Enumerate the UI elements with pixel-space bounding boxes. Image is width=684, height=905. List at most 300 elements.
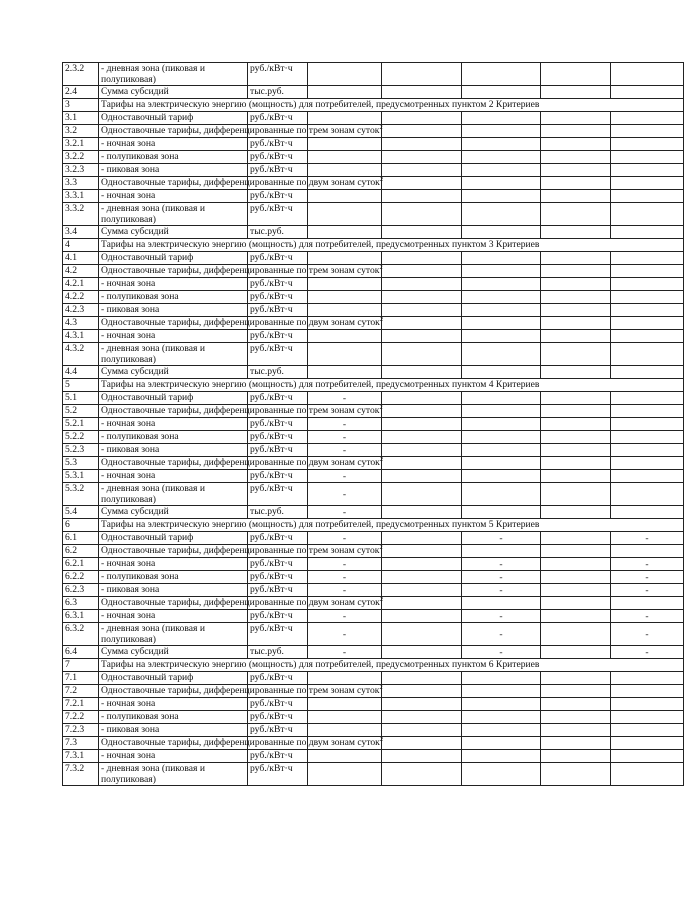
table-row — [63, 584, 684, 597]
value-cell: - — [611, 623, 684, 646]
row-unit: руб./кВт·ч — [248, 724, 308, 737]
value-cell — [462, 483, 541, 506]
row-unit: руб./кВт·ч — [248, 252, 308, 265]
row-number: 2.3.2 — [63, 63, 99, 86]
row-unit: руб./кВт·ч — [248, 470, 308, 483]
row-name: - пиковая зона — [99, 584, 248, 597]
row-unit: руб./кВт·ч — [248, 203, 308, 226]
value-cell — [611, 112, 684, 125]
empty-cell — [462, 737, 541, 750]
value-cell: - — [308, 610, 382, 623]
value-cell — [541, 418, 611, 431]
section-title: Тарифы на электрическую энергию (мощность) для потребителей, предусмотренных пунктом 2 Критериев — [101, 99, 540, 110]
row-name: Одноставочный тариф — [99, 672, 248, 685]
row-number: 3.2.2 — [63, 151, 99, 164]
row-name: - пиковая зона — [99, 304, 248, 317]
value-cell: - — [308, 418, 382, 431]
value-cell — [541, 151, 611, 164]
table-row — [63, 63, 684, 86]
value-cell — [541, 724, 611, 737]
table-row — [63, 418, 684, 431]
value-cell — [462, 750, 541, 763]
value-cell — [611, 203, 684, 226]
row-name: - дневная зона (пиковая и полупиковая) — [99, 343, 248, 366]
row-number: 4.1 — [63, 252, 99, 265]
row-number: 4.4 — [63, 366, 99, 379]
value-cell — [611, 672, 684, 685]
section-row — [63, 659, 684, 672]
row-number: 3.3.1 — [63, 190, 99, 203]
value-cell — [541, 343, 611, 366]
value-cell — [541, 190, 611, 203]
heading-cell — [99, 519, 684, 532]
group-row — [63, 265, 684, 278]
table-row — [63, 203, 684, 226]
row-unit: руб./кВт·ч — [248, 672, 308, 685]
value-cell — [382, 164, 462, 177]
value-cell — [382, 483, 462, 506]
footnote-marker: 2 — [379, 595, 384, 603]
footnote-marker: 2 — [379, 543, 383, 551]
value-cell — [611, 164, 684, 177]
table-row — [63, 672, 684, 685]
row-number: 3 — [63, 99, 99, 112]
table-row — [63, 278, 684, 291]
row-unit: руб./кВт·ч — [248, 558, 308, 571]
value-cell — [308, 343, 382, 366]
row-name: - полупиковая зона — [99, 151, 248, 164]
section-title: Тарифы на электрическую энергию (мощность) для потребителей, предусмотренных пунктом 3 Критериев — [101, 239, 540, 250]
table-row — [63, 151, 684, 164]
table-row — [63, 190, 684, 203]
row-name: - ночная зона — [99, 278, 248, 291]
row-unit: руб./кВт·ч — [248, 571, 308, 584]
row-name: Сумма субсидий — [99, 506, 248, 519]
section-row — [63, 519, 684, 532]
value-cell: - — [611, 584, 684, 597]
tariff-table — [62, 62, 684, 786]
row-unit: руб./кВт·ч — [248, 623, 308, 646]
heading-cell — [99, 99, 684, 112]
row-unit: руб./кВт·ч — [248, 151, 308, 164]
table-row — [63, 750, 684, 763]
value-cell — [308, 252, 382, 265]
value-cell — [308, 63, 382, 86]
table-row — [63, 646, 684, 659]
value-cell: - — [462, 623, 541, 646]
heading-cell — [99, 455, 384, 470]
value-cell — [541, 763, 611, 786]
empty-cell — [541, 545, 611, 558]
row-unit: тыс.руб. — [248, 366, 308, 379]
value-cell: - — [308, 483, 382, 506]
section-title: Тарифы на электрическую энергию (мощность) для потребителей, предусмотренных пунктом 5 Критериев — [101, 519, 540, 530]
row-number: 6.3 — [63, 597, 99, 610]
row-number: 6.1 — [63, 532, 99, 545]
row-number: 5.2.1 — [63, 418, 99, 431]
row-unit: руб./кВт·ч — [248, 750, 308, 763]
value-cell — [382, 418, 462, 431]
value-cell — [462, 63, 541, 86]
value-cell — [308, 112, 382, 125]
row-unit: руб./кВт·ч — [248, 610, 308, 623]
row-number: 7.2.3 — [63, 724, 99, 737]
value-cell — [382, 711, 462, 724]
value-cell: - — [308, 584, 382, 597]
row-unit: руб./кВт·ч — [248, 138, 308, 151]
value-cell — [308, 151, 382, 164]
row-unit: руб./кВт·ч — [248, 711, 308, 724]
value-cell — [462, 366, 541, 379]
value-cell — [308, 330, 382, 343]
value-cell — [382, 366, 462, 379]
value-cell: - — [308, 392, 382, 405]
value-cell: - — [611, 571, 684, 584]
value-cell — [541, 164, 611, 177]
value-cell — [308, 203, 382, 226]
group-row — [63, 125, 684, 138]
heading-cell — [99, 379, 684, 392]
table-row — [63, 711, 684, 724]
row-name: Одноставочный тариф — [99, 532, 248, 545]
row-number: 5 — [63, 379, 99, 392]
value-cell — [541, 584, 611, 597]
row-name: - дневная зона (пиковая и полупиковая) — [99, 763, 248, 786]
heading-cell — [99, 595, 384, 610]
row-unit: тыс.руб. — [248, 506, 308, 519]
value-cell — [382, 672, 462, 685]
row-name: Одноставочный тариф — [99, 392, 248, 405]
value-cell — [462, 470, 541, 483]
value-cell — [308, 750, 382, 763]
value-cell: - — [611, 532, 684, 545]
table-body — [63, 63, 684, 786]
table-row — [63, 226, 684, 239]
row-unit: тыс.руб. — [248, 646, 308, 659]
value-cell — [382, 151, 462, 164]
row-number: 7 — [63, 659, 99, 672]
empty-cell — [611, 317, 684, 330]
row-number: 3.2.3 — [63, 164, 99, 177]
value-cell — [308, 366, 382, 379]
value-cell: - — [611, 558, 684, 571]
value-cell — [382, 571, 462, 584]
empty-cell — [379, 735, 462, 750]
value-cell — [462, 291, 541, 304]
row-number: 5.2.2 — [63, 431, 99, 444]
table-row — [63, 366, 684, 379]
value-cell — [382, 278, 462, 291]
row-name: - полупиковая зона — [99, 431, 248, 444]
row-number: 4.3.1 — [63, 330, 99, 343]
row-number: 6.2.2 — [63, 571, 99, 584]
value-cell — [308, 138, 382, 151]
value-cell — [541, 278, 611, 291]
value-cell — [541, 711, 611, 724]
value-cell: - — [462, 558, 541, 571]
table-row — [63, 623, 684, 646]
table-row — [63, 698, 684, 711]
empty-cell — [541, 457, 611, 470]
row-name: - полупиковая зона — [99, 571, 248, 584]
value-cell — [382, 763, 462, 786]
section-title: Тарифы на электрическую энергию (мощность) для потребителей, предусмотренных пунктом 6 Критериев — [101, 659, 540, 670]
value-cell — [308, 226, 382, 239]
value-cell — [541, 330, 611, 343]
row-unit: тыс.руб. — [248, 86, 308, 99]
row-name: Одноставочный тариф — [99, 252, 248, 265]
value-cell — [462, 343, 541, 366]
group-title: Одноставочные тарифы, дифференцированные по двум зонам суток — [101, 317, 380, 328]
row-number: 5.1 — [63, 392, 99, 405]
empty-cell — [462, 317, 541, 330]
empty-cell — [382, 545, 462, 558]
value-cell — [308, 304, 382, 317]
value-cell — [541, 138, 611, 151]
row-name: - пиковая зона — [99, 164, 248, 177]
row-name: - пиковая зона — [99, 724, 248, 737]
row-unit: руб./кВт·ч — [248, 763, 308, 786]
value-cell — [382, 304, 462, 317]
row-number: 2.4 — [63, 86, 99, 99]
row-number: 5.3 — [63, 457, 99, 470]
value-cell — [611, 190, 684, 203]
heading-cell — [99, 263, 383, 278]
row-number: 3.2 — [63, 125, 99, 138]
value-cell — [611, 698, 684, 711]
row-unit: тыс.руб. — [248, 226, 308, 239]
value-cell — [611, 724, 684, 737]
value-cell — [382, 558, 462, 571]
value-cell — [382, 112, 462, 125]
value-cell — [611, 304, 684, 317]
row-name: - ночная зона — [99, 470, 248, 483]
row-number: 6.4 — [63, 646, 99, 659]
row-number: 3.4 — [63, 226, 99, 239]
value-cell — [462, 418, 541, 431]
row-number: 7.2 — [63, 685, 99, 698]
value-cell — [541, 646, 611, 659]
table-row — [63, 343, 684, 366]
row-unit: руб./кВт·ч — [248, 483, 308, 506]
empty-cell — [611, 405, 684, 418]
row-name: Сумма субсидий — [99, 86, 248, 99]
table-row — [63, 112, 684, 125]
empty-cell — [541, 317, 611, 330]
empty-cell — [382, 405, 462, 418]
row-number: 3.2.1 — [63, 138, 99, 151]
row-number: 3.3.2 — [63, 203, 99, 226]
value-cell — [611, 330, 684, 343]
value-cell — [541, 571, 611, 584]
value-cell — [382, 330, 462, 343]
row-name: - ночная зона — [99, 610, 248, 623]
group-title: Одноставочные тарифы, дифференцированные по трем зонам суток — [101, 545, 380, 556]
value-cell: - — [308, 506, 382, 519]
empty-cell — [611, 125, 684, 138]
footnote-marker: 2 — [379, 175, 384, 183]
row-number: 7.1 — [63, 672, 99, 685]
row-name: - дневная зона (пиковая и полупиковая) — [99, 623, 248, 646]
value-cell — [308, 291, 382, 304]
table-row — [63, 252, 684, 265]
row-number: 4.2.1 — [63, 278, 99, 291]
row-number: 7.3.2 — [63, 763, 99, 786]
empty-cell — [379, 315, 462, 330]
heading-cell — [99, 659, 684, 672]
value-cell: - — [308, 431, 382, 444]
value-cell — [541, 304, 611, 317]
heading-cell — [99, 175, 384, 190]
empty-cell — [462, 545, 541, 558]
empty-cell — [462, 457, 541, 470]
value-cell — [382, 532, 462, 545]
value-cell — [382, 610, 462, 623]
value-cell — [611, 278, 684, 291]
table-row — [63, 138, 684, 151]
row-name: Одноставочный тариф — [99, 112, 248, 125]
row-number: 7.2.2 — [63, 711, 99, 724]
empty-cell — [462, 405, 541, 418]
empty-cell — [611, 457, 684, 470]
row-number: 4.2.3 — [63, 304, 99, 317]
row-number: 5.3.1 — [63, 470, 99, 483]
footnote-marker: 2 — [379, 683, 383, 691]
empty-cell — [379, 175, 462, 190]
value-cell — [382, 392, 462, 405]
group-title: Одноставочные тарифы, дифференцированные по трем зонам суток — [101, 265, 380, 276]
value-cell — [382, 698, 462, 711]
row-name: - ночная зона — [99, 190, 248, 203]
value-cell — [382, 444, 462, 457]
value-cell — [382, 724, 462, 737]
value-cell: - — [611, 646, 684, 659]
table-row — [63, 763, 684, 786]
value-cell — [611, 418, 684, 431]
row-name: - полупиковая зона — [99, 711, 248, 724]
value-cell — [462, 431, 541, 444]
value-cell — [462, 672, 541, 685]
footnote-marker: 2 — [379, 735, 384, 743]
value-cell — [541, 483, 611, 506]
group-title: Одноставочные тарифы, дифференцированные по двум зонам суток — [101, 597, 380, 608]
row-unit: руб./кВт·ч — [248, 532, 308, 545]
row-name: - ночная зона — [99, 558, 248, 571]
value-cell — [611, 86, 684, 99]
table-row — [63, 431, 684, 444]
value-cell — [308, 698, 382, 711]
value-cell — [541, 431, 611, 444]
value-cell — [382, 343, 462, 366]
value-cell — [462, 330, 541, 343]
empty-cell — [541, 685, 611, 698]
value-cell: - — [462, 646, 541, 659]
value-cell — [462, 444, 541, 457]
value-cell — [611, 763, 684, 786]
value-cell — [382, 86, 462, 99]
value-cell: - — [462, 584, 541, 597]
row-unit: руб./кВт·ч — [248, 278, 308, 291]
row-name: Сумма субсидий — [99, 366, 248, 379]
value-cell — [611, 366, 684, 379]
group-title: Одноставочные тарифы, дифференцированные по трем зонам суток — [101, 685, 380, 696]
value-cell: - — [308, 470, 382, 483]
value-cell — [462, 151, 541, 164]
group-row — [63, 457, 684, 470]
footnote-marker: 2 — [379, 263, 383, 271]
row-name: Сумма субсидий — [99, 646, 248, 659]
empty-cell — [462, 685, 541, 698]
table-row — [63, 571, 684, 584]
row-number: 5.4 — [63, 506, 99, 519]
value-cell — [541, 203, 611, 226]
empty-cell — [541, 405, 611, 418]
heading-cell — [99, 403, 383, 418]
group-title: Одноставочные тарифы, дифференцированные по двум зонам суток — [101, 457, 380, 468]
empty-cell — [462, 265, 541, 278]
group-row — [63, 597, 684, 610]
empty-cell — [462, 125, 541, 138]
row-name: - ночная зона — [99, 330, 248, 343]
empty-cell — [382, 265, 462, 278]
row-name: - дневная зона (пиковая и полупиковая) — [99, 63, 248, 86]
heading-cell — [99, 683, 383, 698]
row-number: 3.1 — [63, 112, 99, 125]
row-number: 4.3 — [63, 317, 99, 330]
value-cell — [462, 304, 541, 317]
value-cell: - — [308, 558, 382, 571]
value-cell — [541, 392, 611, 405]
value-cell — [541, 291, 611, 304]
value-cell — [308, 164, 382, 177]
table-row — [63, 532, 684, 545]
value-cell — [541, 623, 611, 646]
value-cell — [462, 86, 541, 99]
section-row — [63, 99, 684, 112]
empty-cell — [462, 597, 541, 610]
row-name: - ночная зона — [99, 138, 248, 151]
row-number: 6.2.3 — [63, 584, 99, 597]
table-row — [63, 164, 684, 177]
footnote-marker: 2 — [379, 455, 384, 463]
table-row — [63, 304, 684, 317]
row-unit: руб./кВт·ч — [248, 392, 308, 405]
value-cell — [541, 610, 611, 623]
table-row — [63, 470, 684, 483]
empty-cell — [379, 455, 462, 470]
value-cell — [541, 444, 611, 457]
footnote-marker: 2 — [379, 315, 384, 323]
row-number: 6.2 — [63, 545, 99, 558]
group-title: Одноставочные тарифы, дифференцированные по трем зонам суток — [101, 125, 380, 136]
row-name: - ночная зона — [99, 698, 248, 711]
table-row — [63, 558, 684, 571]
value-cell — [611, 431, 684, 444]
value-cell — [611, 226, 684, 239]
value-cell — [462, 226, 541, 239]
value-cell — [611, 151, 684, 164]
group-row — [63, 685, 684, 698]
heading-cell — [99, 735, 384, 750]
row-unit: руб./кВт·ч — [248, 190, 308, 203]
heading-cell — [99, 239, 684, 252]
row-name: - ночная зона — [99, 418, 248, 431]
value-cell — [308, 86, 382, 99]
row-number: 6.3.2 — [63, 623, 99, 646]
table-row — [63, 392, 684, 405]
empty-cell — [541, 265, 611, 278]
value-cell — [382, 623, 462, 646]
